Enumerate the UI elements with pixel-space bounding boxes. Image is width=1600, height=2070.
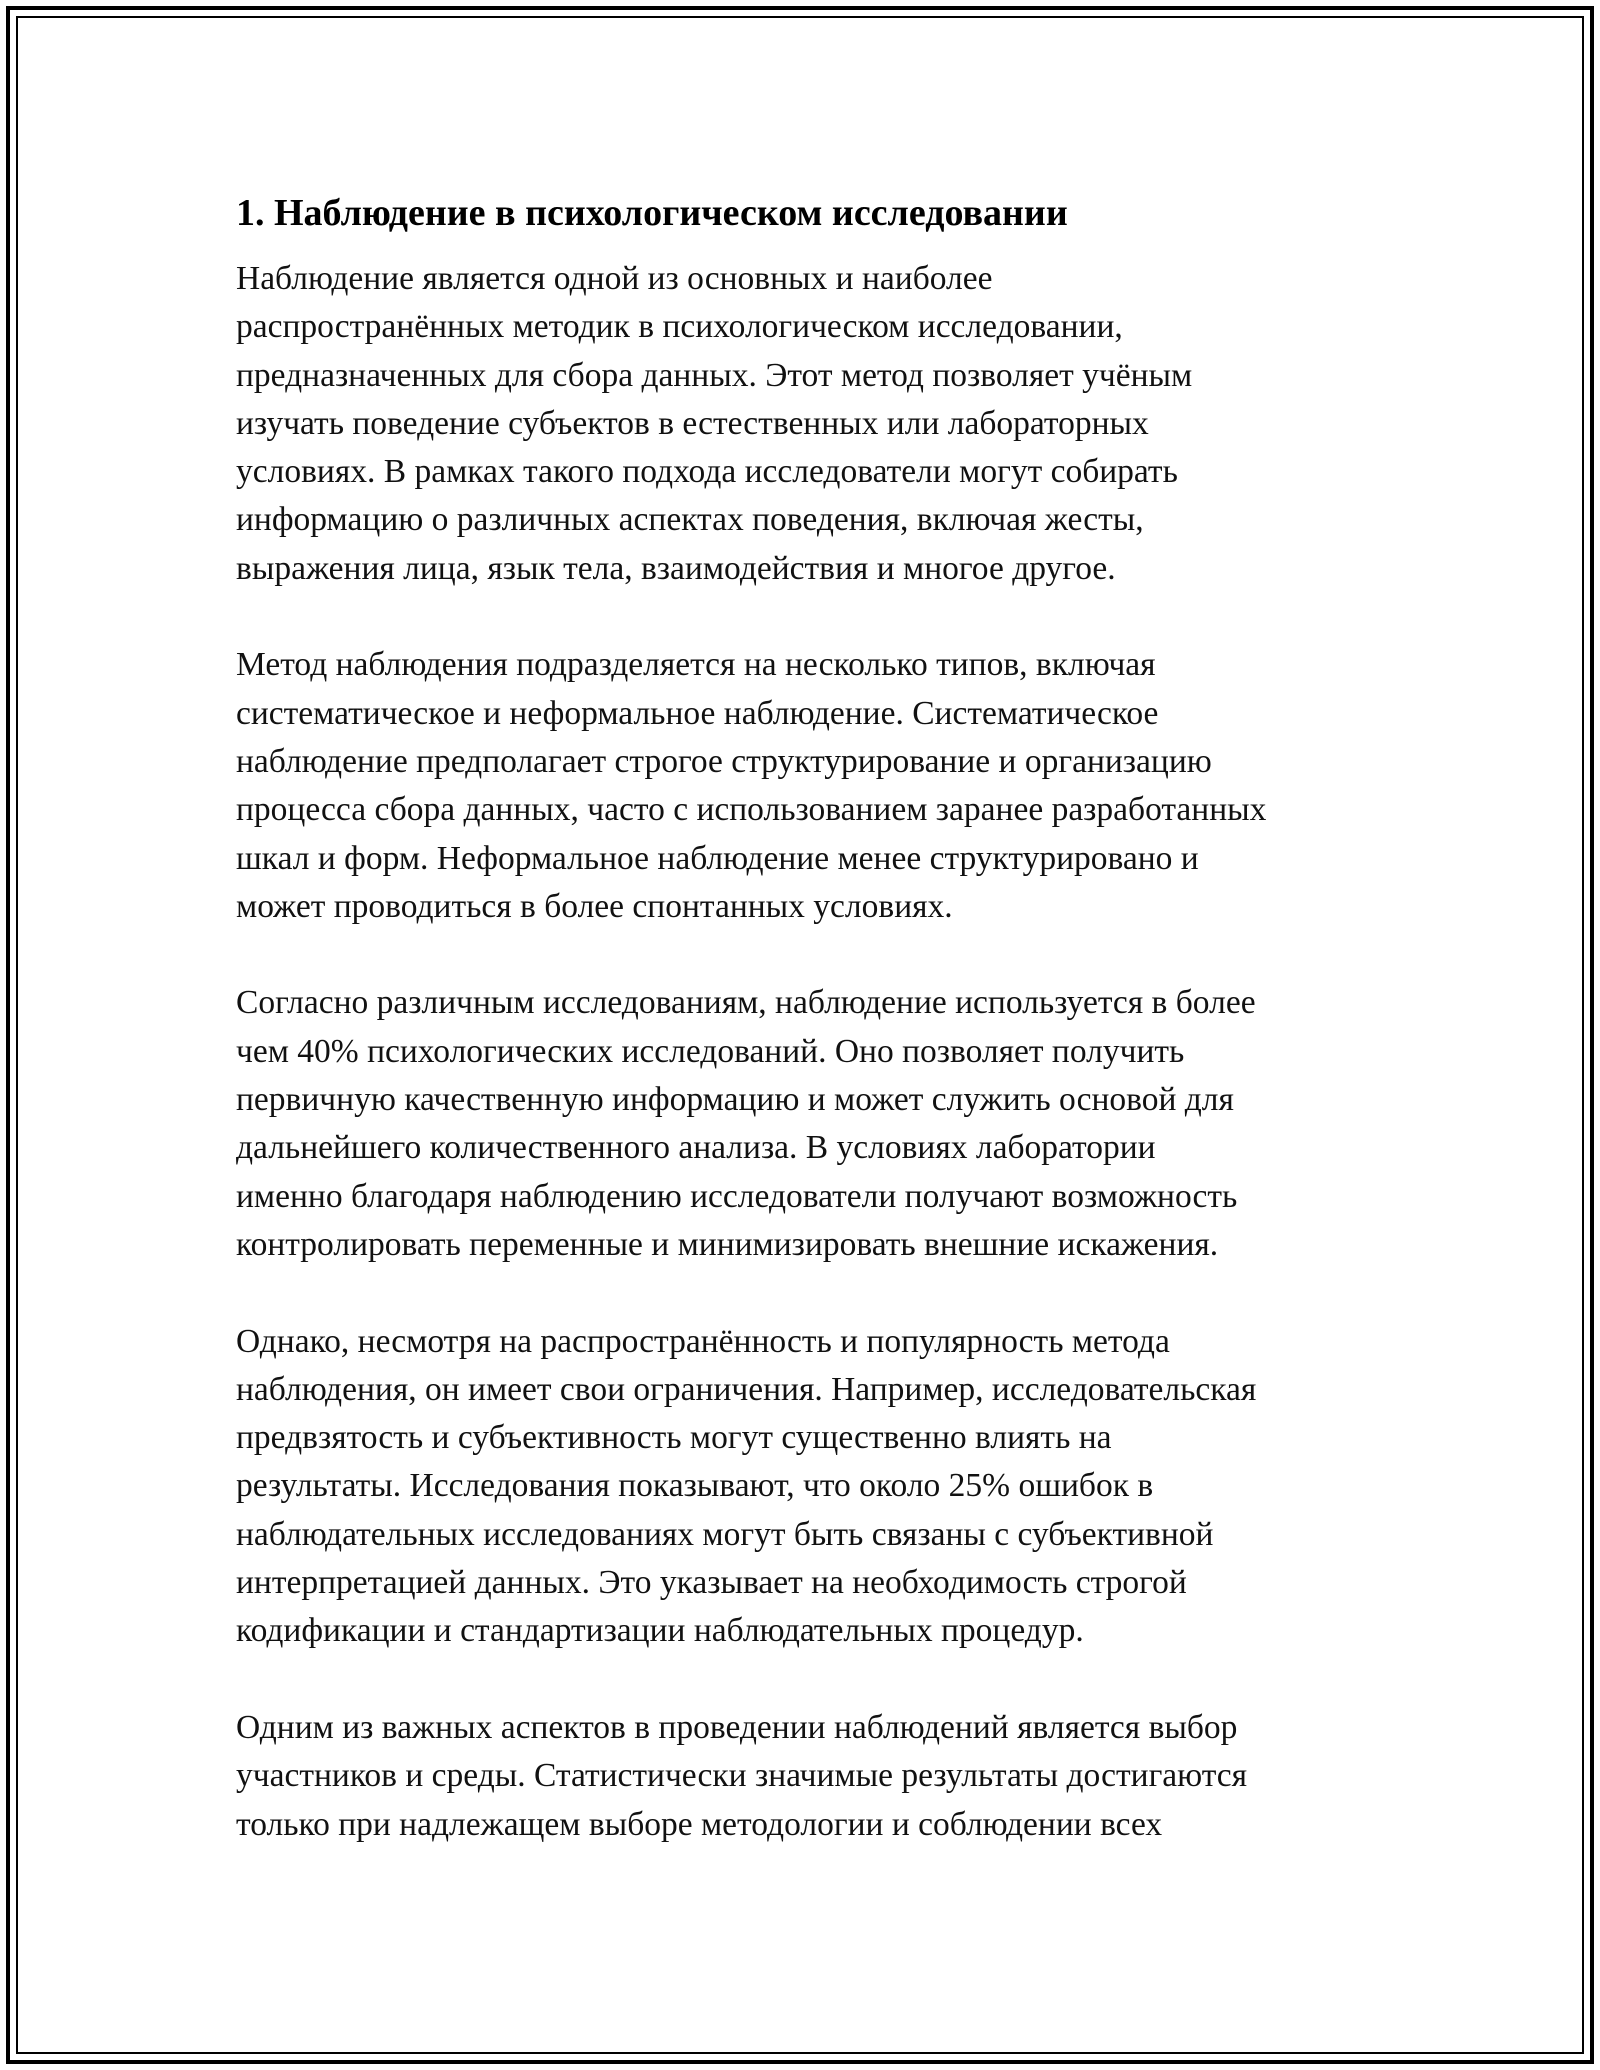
paragraph-3: Согласно различным исследованиям, наблюдение используется в более чем 40% психологических исследований. Оно позволяет получить первичную качественную информацию и может служить основой для дальнейшего количественного анализа. В условиях лаборатории именно благодаря наблюдению исследователи получают возможность контролировать переменные и минимизировать внешние искажения.: [236, 984, 1256, 1263]
section-heading: 1. Наблюдение в психологическом исследовании: [236, 192, 1068, 234]
document-body: [236, 185, 1396, 1897]
paragraph-4: Однако, несмотря на распространённость и популярность метода наблюдения, он имеет свои ограничения. Например, исследовательская предвзятость и субъективность могут существенно влиять на результаты. Исследования показывают, что около 25% ошибок в наблюдательных исследованиях могут быть связаны с субъективной интерпретацией данных. Это указывает на необходимость строгой кодификации и стандартизации наблюдательных процедур.: [236, 1322, 1257, 1650]
paragraph-5: Одним из важных аспектов в проведении наблюдений является выбор участников и среды. Статистически значимые результаты достигаются только при надлежащем выборе методологии и соблюдении всех: [236, 1708, 1248, 1843]
paragraph-1: Наблюдение является одной из основных и наиболее распространённых методик в психологическом исследовании, предназначенных для сбора данных. Этот метод позволяет учёным изучать поведение субъектов в естественных или лабораторных условиях. В рамках такого подхода исследователи могут собирать информацию о различных аспектах поведения, включая жесты, выражения лица, язык тела, взаимодействия и многое другое.: [236, 260, 1193, 587]
paragraph-2: Метод наблюдения подразделяется на несколько типов, включая систематическое и неформальное наблюдение. Систематическое наблюдение предполагает строгое структурирование и организацию процесса сбора данных, часто с использованием заранее разработанных шкал и форм. Неформальное наблюдение менее структурировано и может проводиться в более спонтанных условиях.: [236, 646, 1267, 925]
